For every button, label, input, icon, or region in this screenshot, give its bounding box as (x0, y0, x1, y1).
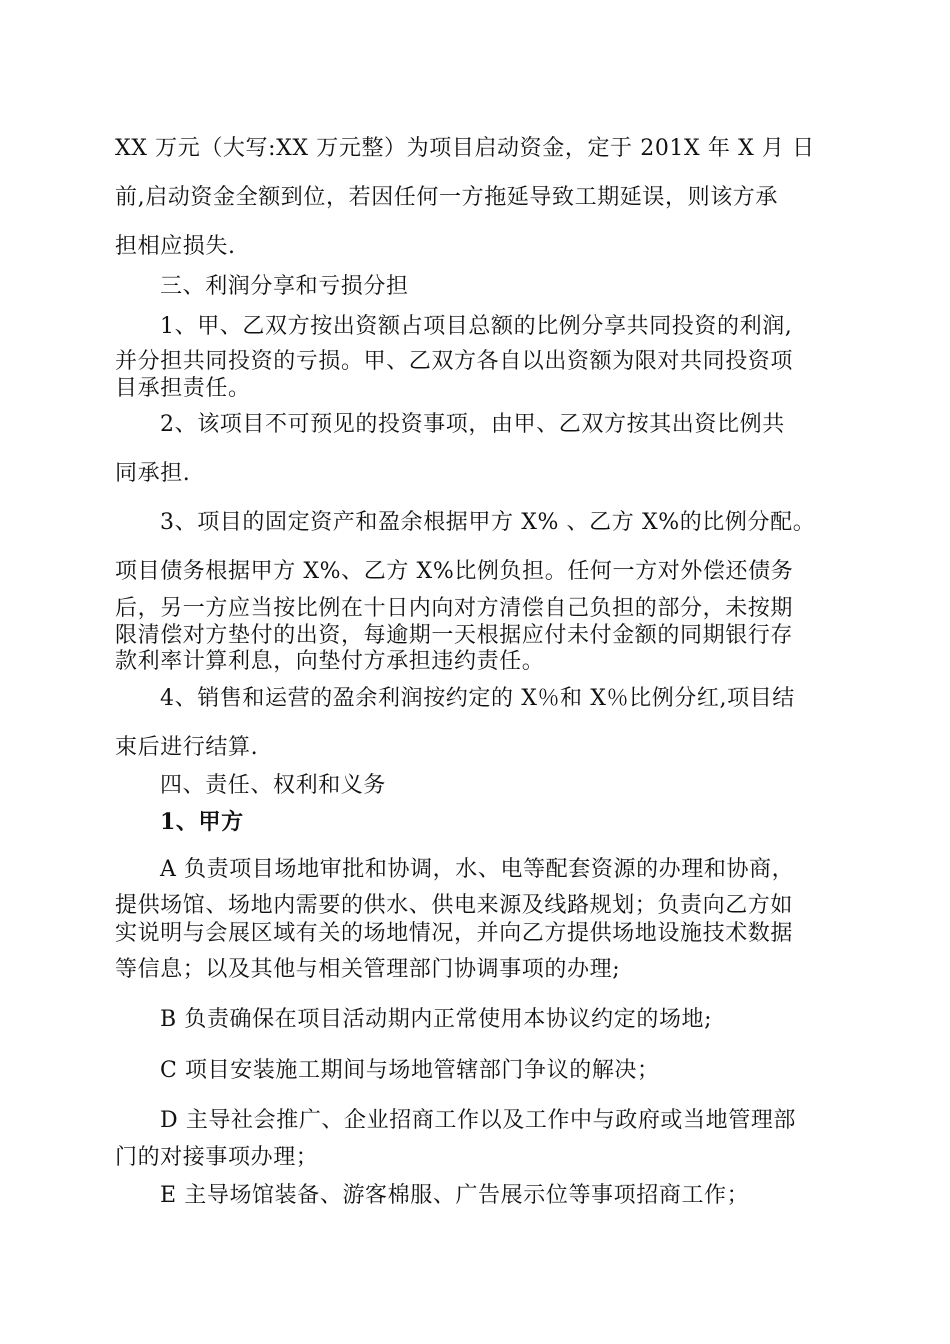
text-line: 实说明与会展区域有关的场地情况，并向乙方提供场地设施技术数据 (115, 921, 794, 946)
text-line: 前,启动资金全额到位，若因任何一方拖延导致工期延误，则该方承 (115, 185, 778, 210)
text-line: 后，另一方应当按比例在十日内向对方清偿自己负担的部分，未按期 (115, 596, 794, 621)
text-line: C 项目安装施工期间与场地管辖部门争议的解决； (160, 1058, 660, 1083)
subsection-heading: 1、甲方 (160, 809, 244, 835)
text-line: XX 万元（大写:XX 万元整）为项目启动资金，定于 201X 年 X 月 日 (115, 136, 815, 161)
section-heading: 三、利润分享和亏损分担 (160, 274, 409, 299)
text-line: 1、甲、乙双方按出资额占项目总额的比例分享共同投资的利润, (160, 314, 793, 339)
text-line: 同承担. (115, 461, 191, 486)
text-line: 等信息；以及其他与相关管理部门协调事项的办理; (115, 957, 621, 982)
text-line: 并分担共同投资的亏损。甲、乙双方各自以出资额为限对共同投资项 (115, 349, 794, 374)
text-line: D 主导社会推广、企业招商工作以及工作中与政府或当地管理部 (160, 1108, 797, 1133)
text-line: 目承担责任。 (115, 376, 251, 401)
text-line: A 负责项目场地审批和协调，水、电等配套资源的办理和协商， (160, 857, 795, 882)
text-line: 项目债务根据甲方 X%、乙方 X%比例负担。任何一方对外偿还债务 (115, 559, 794, 584)
text-line: B 负责确保在项目活动期内正常使用本协议约定的场地; (160, 1007, 713, 1032)
text-line: 2、该项目不可预见的投资事项，由甲、乙双方按其出资比例共 (160, 412, 785, 437)
text-line: 限清偿对方垫付的出资，每逾期一天根据应付未付金额的同期银行存 (115, 623, 794, 648)
text-line: 3、项目的固定资产和盈余根据甲方 X% 、乙方 X%的比例分配。 (160, 510, 816, 535)
text-line: 款利率计算利息，向垫付方承担违约责任。 (115, 649, 545, 674)
text-line: E 主导场馆装备、游客棉服、广告展示位等事项招商工作； (160, 1183, 750, 1208)
text-line: 门的对接事项办理； (115, 1145, 319, 1170)
text-line: 提供场馆、场地内需要的供水、供电来源及线路规划；负责向乙方如 (115, 893, 794, 918)
text-line: 4、销售和运营的盈余利润按约定的 X％和 X％比例分红,项目结 (160, 686, 795, 711)
text-line: 担相应损失. (115, 234, 236, 259)
section-heading: 四、责任、权利和义务 (160, 773, 387, 798)
text-line: 束后进行结算. (115, 735, 259, 760)
